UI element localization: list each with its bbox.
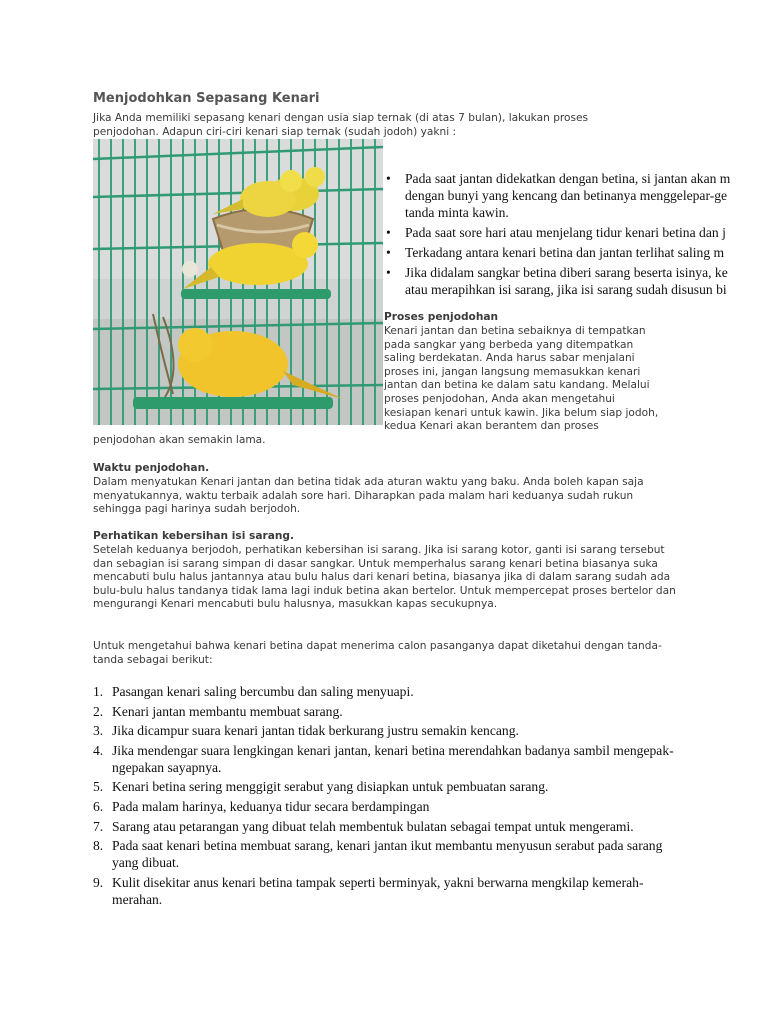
list-item: • Pada saat sore hari atau menjelang tidur kenari betina dan j	[385, 224, 768, 241]
bullet-list	[385, 170, 768, 301]
proses-paragraph: Kenari jantan dan betina sebaiknya di tempatkan pada sangkar yang berbeda yang ditempatkan saling berdekatan. Anda harus sabar menjalani proses ini, jangan langsung memasukkan kenari jantan dan betina ke dalam satu kandang. Melalui proses penjodohan, Anda akan mengetahui kesiapan kenari untuk kawin. Jika belum siap jodoh, kedua Kenari akan berantem dan proses	[384, 325, 659, 433]
list-item: • Pada saat jantan didekatkan dengan betina, si jantan akan m dengan bunyi yang kencang dan betinanya menggelepar-ge tanda minta kawin.	[385, 170, 768, 221]
list-item: • Terkadang antara kenari betina dan jantan terlihat saling m	[385, 244, 768, 261]
list-item: 3. Jika dicampur suara kenari jantan tidak berkurang justru semakin kencang.	[93, 723, 519, 739]
list-item: 2. Kenari jantan membantu membuat sarang.	[93, 703, 343, 719]
list-item: 6. Pada malam harinya, keduanya tidur secara berdampingan	[93, 798, 430, 814]
tanda-intro-paragraph: Untuk mengetahui bahwa kenari betina dapat menerima calon pasanganya dapat diketahui dengan tanda-tanda sebagai berikut:	[93, 640, 662, 666]
section-heading-kebersihan: Perhatikan kebersihan isi sarang.	[93, 530, 295, 542]
list-item: 5. Kenari betina sering menggigit serabut yang disiapkan untuk pembuatan sarang.	[93, 779, 549, 795]
numbered-list	[93, 683, 683, 910]
list-item: 8. Pada saat kenari betina membuat sarang, kenari jantan ikut membantu menyusun serabut pada sarang yang dibuat.	[93, 838, 663, 871]
intro-paragraph: Jika Anda memiliki sepasang kenari dengan usia siap ternak (di atas 7 bulan), lakukan proses penjodohan. Adapun ciri-ciri kenari siap ternak (sudah jodoh) yakni :	[93, 112, 589, 138]
kebersihan-paragraph: Setelah keduanya berjodoh, perhatikan kebersihan isi sarang. Jika isi sarang kotor, ganti isi sarang tersebut dan sebagian isi sarang simpan di dasar sangkar. Untuk memperhalus sarang kenari betina biasanya suka mencabuti bulu halus jantannya atau bulu halus dari kenari betina, biasanya jika di dalam sarang sudah ada bulu-bulu halus tandanya tidak lama lagi induk betina akan bertelor. Untuk mempercepat proses bertelor dan mengurangi Kenari mencabuti bulu halusnya, masukkan kapas secukupnya.	[93, 544, 676, 611]
list-item: 9. Kulit disekitar anus kenari betina tampak seperti berminyak, yakni berwarna mengkilap kemerah-merahan.	[93, 874, 644, 907]
proses-paragraph-tail: penjodohan akan semakin lama.	[93, 434, 266, 446]
section-heading-proses: Proses penjodohan	[384, 311, 499, 323]
list-item: 7. Sarang atau petarangan yang dibuat telah membentuk bulatan sebagai tempat untuk mengerami.	[93, 818, 634, 834]
canary-cage-photo	[93, 139, 383, 425]
list-item: 4. Jika mendengar suara lengkingan kenari jantan, kenari betina merendahkan badanya sambil mengepak-ngepakan sayapnya.	[93, 742, 674, 775]
list-item: 1. Pasangan kenari saling bercumbu dan saling menyuapi.	[93, 684, 414, 699]
page-title: Menjodohkan Sepasang Kenari	[93, 91, 320, 106]
list-item: • Jika didalam sangkar betina diberi sarang beserta isinya, ke atau merapihkan isi sarang, jika isi sarang sudah disusun bi	[385, 264, 768, 298]
waktu-paragraph: Dalam menyatukan Kenari jantan dan betina tidak ada aturan waktu yang baku. Anda boleh kapan saja menyatukannya, waktu terbaik adalah sore hari. Diharapkan pada malam hari keduanya sudah rukun sehingga pagi harinya sudah berjodoh.	[93, 476, 644, 516]
section-heading-waktu: Waktu penjodohan.	[93, 462, 210, 474]
